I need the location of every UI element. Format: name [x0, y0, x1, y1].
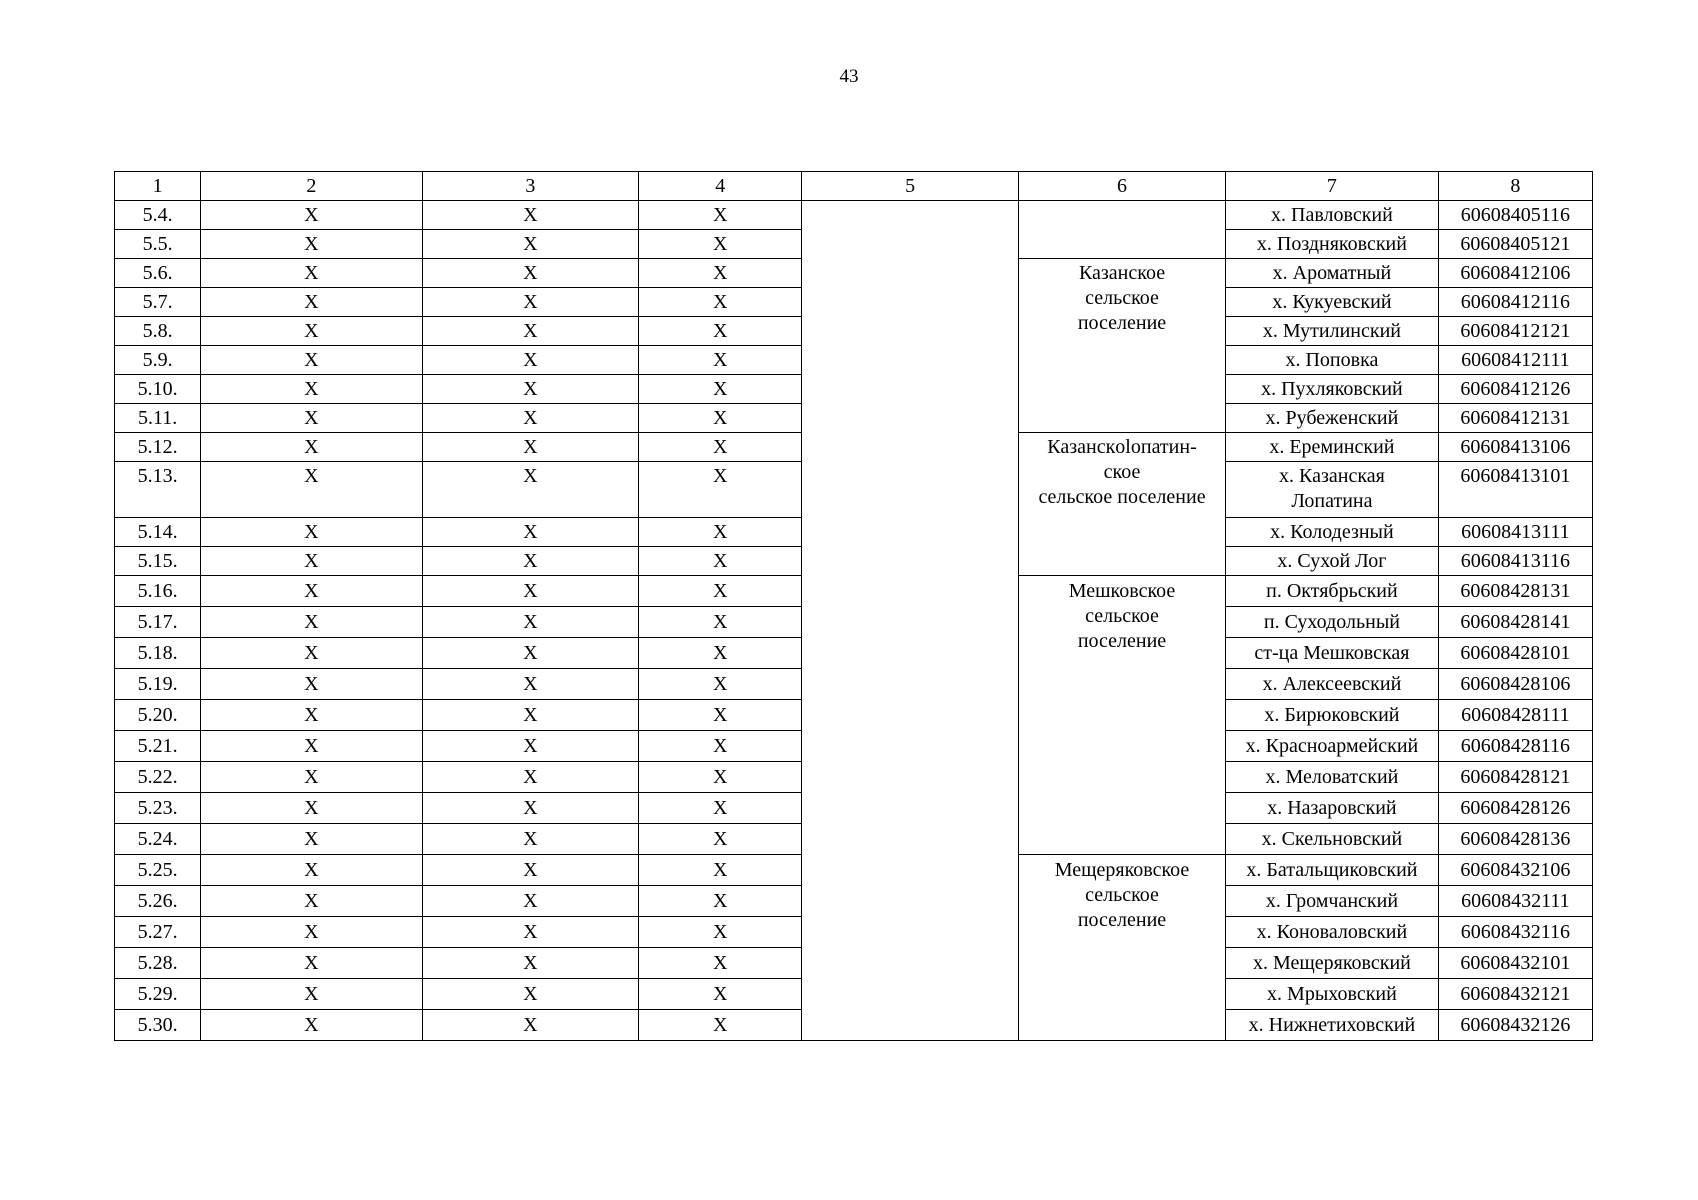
column-3-cell: X [422, 607, 638, 638]
oktmo-code-cell: 60608428116 [1438, 731, 1592, 762]
column-4-cell: X [639, 824, 802, 855]
column-2-cell: X [201, 230, 422, 259]
column-3-cell: X [422, 762, 638, 793]
row-number: 5.13. [115, 462, 201, 518]
column-2-cell: X [201, 201, 422, 230]
oktmo-code-cell: 60608428121 [1438, 762, 1592, 793]
oktmo-code-cell: 60608412106 [1438, 259, 1592, 288]
settlement-cell: х. Рубеженский [1226, 404, 1438, 433]
settlements-table [114, 171, 1593, 1041]
column-header-4: 4 [639, 172, 802, 201]
oktmo-code-cell: 60608432101 [1438, 948, 1592, 979]
oktmo-code-cell: 60608412126 [1438, 375, 1592, 404]
row-number: 5.28. [115, 948, 201, 979]
column-4-cell: X [639, 979, 802, 1010]
oktmo-code-cell: 60608413111 [1438, 518, 1592, 547]
column-3-cell: X [422, 917, 638, 948]
column-4-cell: X [639, 762, 802, 793]
settlement-cell: х. Ароматный [1226, 259, 1438, 288]
column-4-cell: X [639, 259, 802, 288]
column-3-cell: X [422, 700, 638, 731]
column-4-cell: X [639, 317, 802, 346]
row-number: 5.6. [115, 259, 201, 288]
settlement-cell: п. Суходольный [1226, 607, 1438, 638]
row-number: 5.12. [115, 433, 201, 462]
settlement-cell: х. Скельновский [1226, 824, 1438, 855]
settlement-cell: ст-ца Мешковская [1226, 638, 1438, 669]
column-4-cell: X [639, 886, 802, 917]
oktmo-code-cell: 60608405116 [1438, 201, 1592, 230]
row-number: 5.21. [115, 731, 201, 762]
row-number: 5.5. [115, 230, 201, 259]
column-2-cell: X [201, 518, 422, 547]
row-number: 5.11. [115, 404, 201, 433]
row-number: 5.25. [115, 855, 201, 886]
column-4-cell: X [639, 576, 802, 607]
row-number: 5.23. [115, 793, 201, 824]
settlement-cell: х. Громчанский [1226, 886, 1438, 917]
column-4-cell: X [639, 669, 802, 700]
settlement-cell: х. Назаровский [1226, 793, 1438, 824]
row-number: 5.22. [115, 762, 201, 793]
oktmo-code-cell: 60608405121 [1438, 230, 1592, 259]
oktmo-code-cell: 60608428136 [1438, 824, 1592, 855]
column-5-cell [802, 201, 1018, 1041]
column-4-cell: X [639, 731, 802, 762]
column-3-cell: X [422, 433, 638, 462]
settlement-cell: х. Бирюковский [1226, 700, 1438, 731]
column-2-cell: X [201, 669, 422, 700]
column-2-cell: X [201, 346, 422, 375]
oktmo-code-cell: 60608432106 [1438, 855, 1592, 886]
column-3-cell: X [422, 824, 638, 855]
column-3-cell: X [422, 201, 638, 230]
column-4-cell: X [639, 288, 802, 317]
column-4-cell: X [639, 607, 802, 638]
column-2-cell: X [201, 824, 422, 855]
column-4-cell: X [639, 793, 802, 824]
oktmo-code-cell: 60608432121 [1438, 979, 1592, 1010]
column-4-cell: X [639, 948, 802, 979]
settlement-cell: х. Ереминский [1226, 433, 1438, 462]
oktmo-code-cell: 60608432116 [1438, 917, 1592, 948]
column-4-cell: X [639, 917, 802, 948]
row-number: 5.8. [115, 317, 201, 346]
oktmo-code-cell: 60608432126 [1438, 1010, 1592, 1041]
municipality-cell: Казанское сельское поселение [1018, 259, 1225, 433]
municipality-cell: Мешковское сельское поселение [1018, 576, 1225, 855]
settlement-cell: х. Пухляковский [1226, 375, 1438, 404]
oktmo-code-cell: 60608412121 [1438, 317, 1592, 346]
row-number: 5.9. [115, 346, 201, 375]
column-2-cell: X [201, 762, 422, 793]
table-body [115, 172, 1593, 1041]
row-number: 5.20. [115, 700, 201, 731]
column-2-cell: X [201, 979, 422, 1010]
column-3-cell: X [422, 576, 638, 607]
oktmo-code-cell: 60608412116 [1438, 288, 1592, 317]
column-4-cell: X [639, 1010, 802, 1041]
column-3-cell: X [422, 979, 638, 1010]
column-4-cell: X [639, 547, 802, 576]
oktmo-code-cell: 60608428131 [1438, 576, 1592, 607]
column-3-cell: X [422, 346, 638, 375]
column-3-cell: X [422, 1010, 638, 1041]
column-4-cell: X [639, 433, 802, 462]
row-number: 5.26. [115, 886, 201, 917]
column-2-cell: X [201, 375, 422, 404]
column-3-cell: X [422, 731, 638, 762]
column-2-cell: X [201, 793, 422, 824]
column-4-cell: X [639, 855, 802, 886]
column-3-cell: X [422, 518, 638, 547]
settlement-cell: х. Поповка [1226, 346, 1438, 375]
column-3-cell: X [422, 547, 638, 576]
oktmo-code-cell: 60608428126 [1438, 793, 1592, 824]
page-number: 43 [839, 66, 859, 87]
settlement-cell: п. Октябрьский [1226, 576, 1438, 607]
column-2-cell: X [201, 462, 422, 518]
settlement-cell: х. Кукуевский [1226, 288, 1438, 317]
column-3-cell: X [422, 669, 638, 700]
row-number: 5.17. [115, 607, 201, 638]
municipality-cell: Казанскolопатин- ское сельское поселение [1018, 433, 1225, 576]
column-4-cell: X [639, 462, 802, 518]
settlement-cell: х. Меловатский [1226, 762, 1438, 793]
column-2-cell: X [201, 576, 422, 607]
row-number: 5.27. [115, 917, 201, 948]
column-3-cell: X [422, 230, 638, 259]
municipality-cell [1018, 201, 1225, 259]
municipality-cell: Мещеряковское сельское поселение [1018, 855, 1225, 1041]
settlement-cell: х. Колодезный [1226, 518, 1438, 547]
column-3-cell: X [422, 288, 638, 317]
oktmo-code-cell: 60608428141 [1438, 607, 1592, 638]
oktmo-code-cell: 60608428111 [1438, 700, 1592, 731]
row-number: 5.7. [115, 288, 201, 317]
settlement-cell: х. Сухой Лог [1226, 547, 1438, 576]
settlement-cell: х. Павловский [1226, 201, 1438, 230]
column-3-cell: X [422, 404, 638, 433]
column-3-cell: X [422, 855, 638, 886]
column-2-cell: X [201, 607, 422, 638]
column-2-cell: X [201, 948, 422, 979]
oktmo-code-cell: 60608412111 [1438, 346, 1592, 375]
column-3-cell: X [422, 886, 638, 917]
column-header-7: 7 [1226, 172, 1438, 201]
column-2-cell: X [201, 288, 422, 317]
column-3-cell: X [422, 638, 638, 669]
oktmo-code-cell: 60608413101 [1438, 462, 1592, 518]
column-2-cell: X [201, 433, 422, 462]
column-header-2: 2 [201, 172, 422, 201]
settlement-cell: х. Поздняковский [1226, 230, 1438, 259]
column-header-5: 5 [802, 172, 1018, 201]
oktmo-code-cell: 60608432111 [1438, 886, 1592, 917]
column-3-cell: X [422, 259, 638, 288]
column-2-cell: X [201, 855, 422, 886]
oktmo-code-cell: 60608428101 [1438, 638, 1592, 669]
settlement-cell: х. Алексеевский [1226, 669, 1438, 700]
column-3-cell: X [422, 462, 638, 518]
column-2-cell: X [201, 317, 422, 346]
settlement-cell: х. Коноваловский [1226, 917, 1438, 948]
column-4-cell: X [639, 201, 802, 230]
header-row [115, 172, 1593, 201]
row-number: 5.19. [115, 669, 201, 700]
row-number: 5.30. [115, 1010, 201, 1041]
column-header-8: 8 [1438, 172, 1592, 201]
column-2-cell: X [201, 1010, 422, 1041]
column-3-cell: X [422, 793, 638, 824]
column-3-cell: X [422, 375, 638, 404]
table-row [115, 201, 1593, 230]
oktmo-code-cell: 60608428106 [1438, 669, 1592, 700]
column-2-cell: X [201, 700, 422, 731]
column-header-3: 3 [422, 172, 638, 201]
column-4-cell: X [639, 230, 802, 259]
row-number: 5.4. [115, 201, 201, 230]
settlement-cell: х. Красноармейский [1226, 731, 1438, 762]
column-2-cell: X [201, 638, 422, 669]
column-2-cell: X [201, 917, 422, 948]
column-2-cell: X [201, 404, 422, 433]
row-number: 5.24. [115, 824, 201, 855]
settlement-cell: х. Мещеряковский [1226, 948, 1438, 979]
settlement-cell: х. Казанская Лопатина [1226, 462, 1438, 518]
column-header-1: 1 [115, 172, 201, 201]
column-3-cell: X [422, 317, 638, 346]
oktmo-code-cell: 60608413116 [1438, 547, 1592, 576]
column-2-cell: X [201, 886, 422, 917]
row-number: 5.29. [115, 979, 201, 1010]
column-4-cell: X [639, 518, 802, 547]
column-4-cell: X [639, 638, 802, 669]
column-header-6: 6 [1018, 172, 1225, 201]
settlement-cell: х. Батальщиковский [1226, 855, 1438, 886]
oktmo-code-cell: 60608413106 [1438, 433, 1592, 462]
column-2-cell: X [201, 731, 422, 762]
column-4-cell: X [639, 404, 802, 433]
settlement-cell: х. Мрыховский [1226, 979, 1438, 1010]
settlement-cell: х. Нижнетиховский [1226, 1010, 1438, 1041]
column-2-cell: X [201, 547, 422, 576]
column-4-cell: X [639, 700, 802, 731]
row-number: 5.16. [115, 576, 201, 607]
row-number: 5.14. [115, 518, 201, 547]
row-number: 5.10. [115, 375, 201, 404]
column-4-cell: X [639, 346, 802, 375]
settlement-cell: х. Мутилинский [1226, 317, 1438, 346]
row-number: 5.15. [115, 547, 201, 576]
row-number: 5.18. [115, 638, 201, 669]
oktmo-code-cell: 60608412131 [1438, 404, 1592, 433]
column-3-cell: X [422, 948, 638, 979]
column-2-cell: X [201, 259, 422, 288]
column-4-cell: X [639, 375, 802, 404]
